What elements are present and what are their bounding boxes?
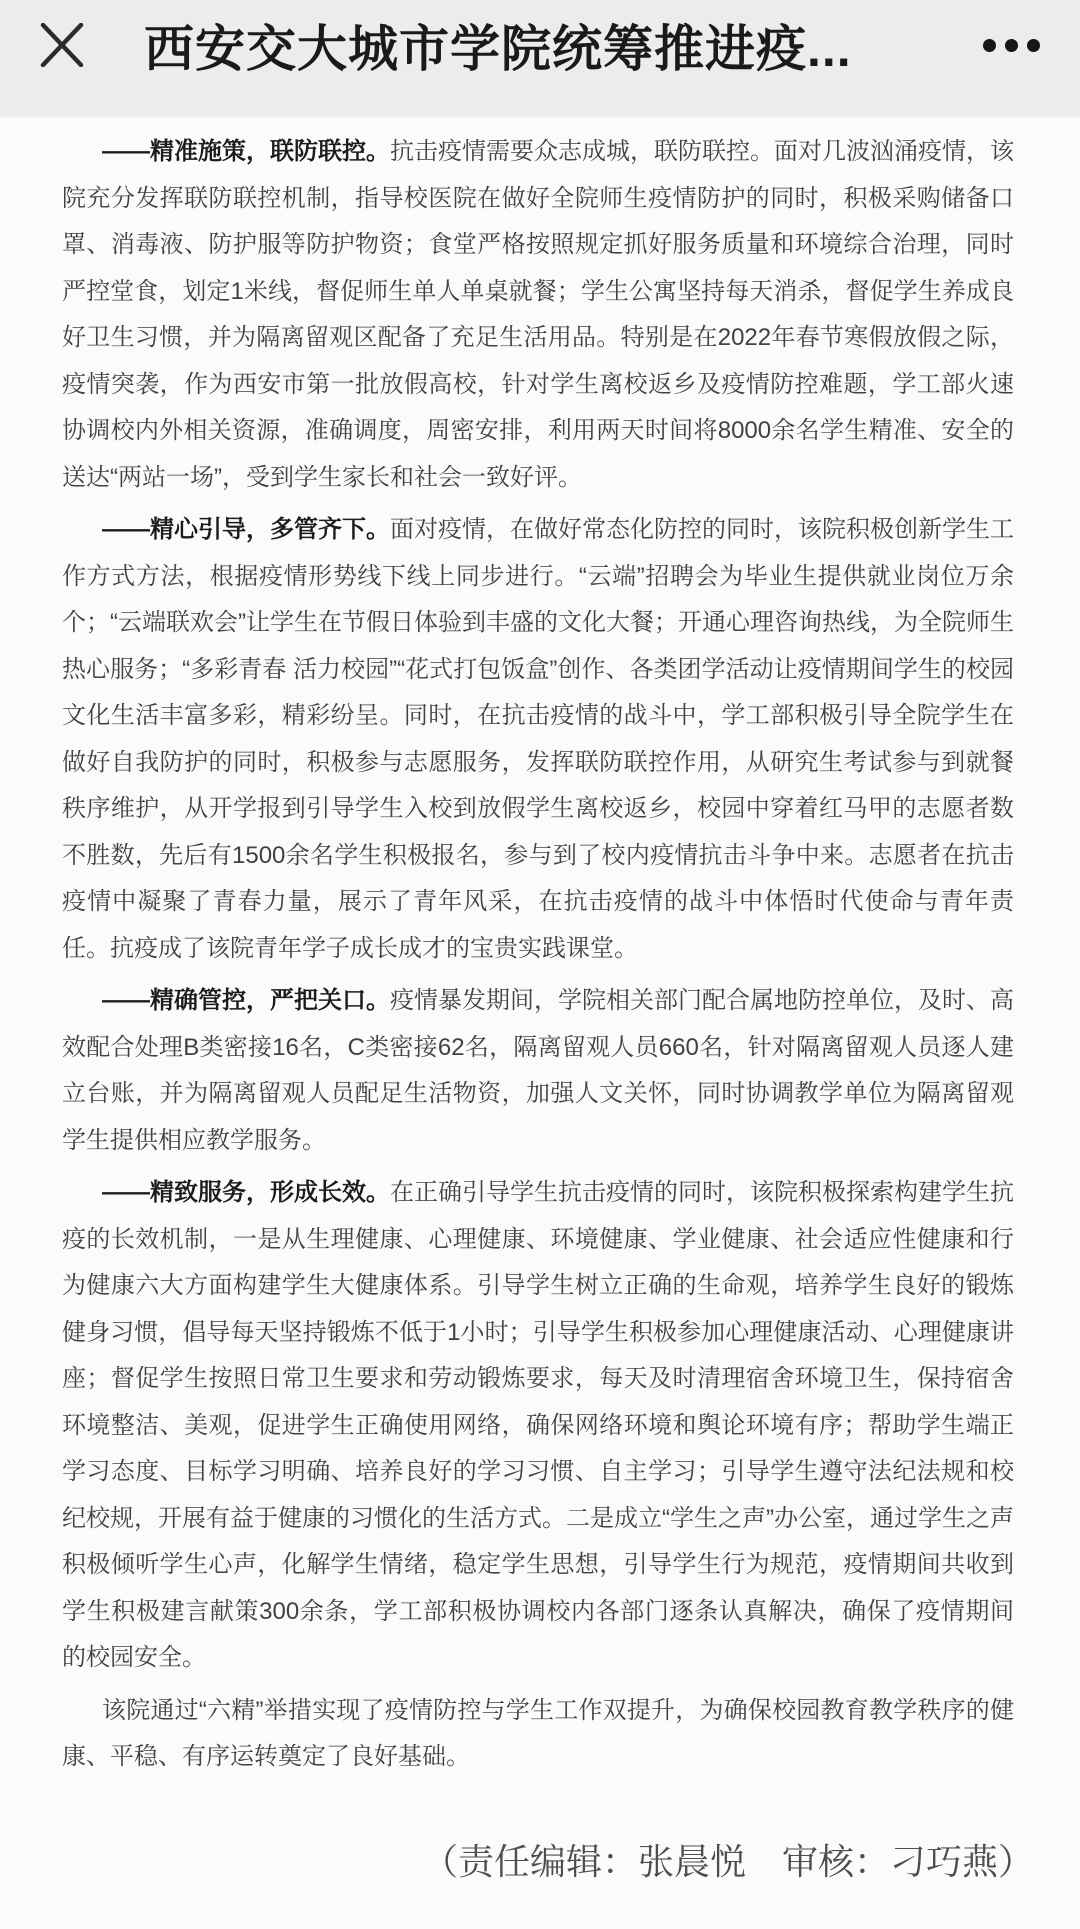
- page-title: 西安交大城市学院统筹推进疫...: [144, 21, 852, 77]
- paragraph-text: 面对疫情，在做好常态化防控的同时，该院积极创新学生工作方式方法，根据疫情形势线下线上同步进行。“云端”招聘会为毕业生提供就业岗位万余个；“云端联欢会”让学生在节假日体验到丰盛的文化大餐；开通心理咨询热线，为全院师生热心服务；“多彩青春 活力校园”“花式打包饭盒”创作、各类团学活动让疫情期间学生的校园文化生活丰富多彩，精彩纷呈。同时，在抗击疫情的战斗中，学工部积极引导全院学生在做好自我防护的同时，积极参与志愿服务，发挥联防联控作用，从研究生考试参与到就餐秩序维护，从开学报到引导学生入校到放假学生离校返乡，校园中穿着红马甲的志愿者数不胜数，先后有1500余名学生积极报名，参与到了校内疫情抗击斗争中来。志愿者在抗击疫情中凝聚了青春力量，展示了青年风采，在抗击疫情的战斗中体悟时代使命与青年责任。抗疫成了该院青年学子成长成才的宝贵实践课堂。: [62, 516, 1014, 962]
- paragraph-lead: ——精准施策，联防联控。: [102, 138, 390, 165]
- three-dots-icon: [983, 39, 1040, 52]
- more-menu-button[interactable]: [983, 29, 1040, 62]
- editor-credit: （责任编辑：张晨悦 审核：刁巧燕）: [421, 1840, 1034, 1882]
- article-paragraph: [62, 129, 1014, 501]
- paragraph-text: 该院通过“六精”举措实现了疫情防控与学生工作双提升，为确保校园教育教学秩序的健康、平稳、有序运转奠定了良好基础。: [62, 1696, 1014, 1770]
- paragraph-lead: ——精确管控，严把关口。: [102, 987, 390, 1014]
- close-button[interactable]: [40, 23, 84, 67]
- paragraph-text: 疫情暴发期间，学院相关部门配合属地防控单位，及时、高效配合处理B类密接16名，C类密接62名，隔离留观人员660名，针对隔离留观人员逐人建立台账，并为隔离留观人员配足生活物资，加强人文关怀，同时协调教学单位为隔离留观学生提供相应教学服务。: [62, 987, 1014, 1154]
- paragraph-text: 抗击疫情需要众志成城，联防联控。面对几波汹涌疫情，该院充分发挥联防联控机制，指导校医院在做好全院师生疫情防护的同时，积极采购储备口罩、消毒液、防护服等防护物资；食堂严格按照规定抓好服务质量和环境综合治理，同时严控堂食，划定1米线，督促师生单人单桌就餐；学生公寓坚持每天消杀，督促学生养成良好卫生习惯，并为隔离留观区配备了充足生活用品。特别是在2022年春节寒假放假之际，疫情突袭，作为西安市第一批放假高校，针对学生离校返乡及疫情防控难题，学工部火速协调校内外相关资源，准确调度，周密安排，利用两天时间将8000余名学生精准、安全的送达“两站一场”，受到学生家长和社会一致好评。: [62, 138, 1014, 491]
- article-paragraph: [62, 1170, 1014, 1682]
- article-paragraph: [62, 978, 1014, 1164]
- article-body: [0, 116, 1080, 1781]
- close-icon: [40, 23, 84, 67]
- titlebar: [0, 0, 1080, 116]
- paragraph-text: 在正确引导学生抗击疫情的同时，该院积极探索构建学生抗疫的长效机制，一是从生理健康、心理健康、环境健康、学业健康、社会适应性健康和行为健康六大方面构建学生大健康体系。引导学生树立正确的生命观，培养学生良好的锻炼健身习惯，倡导每天坚持锻炼不低于1小时；引导学生积极参加心理健康活动、心理健康讲座；督促学生按照日常卫生要求和劳动锻炼要求，每天及时清理宿舍环境卫生，保持宿舍环境整洁、美观，促进学生正确使用网络，确保网络环境和舆论环境有序；帮助学生端正学习态度、目标学习明确、培养良好的学习习惯、自主学习；引导学生遵守法纪法规和校纪校规，开展有益于健康的习惯化的生活方式。二是成立“学生之声”办公室，通过学生之声积极倾听学生心声，化解学生情绪，稳定学生思想，引导学生行为规范，疫情期间共收到学生积极建言献策300余条，学工部积极协调校内各部门逐条认真解决，确保了疫情期间的校园安全。: [62, 1179, 1014, 1671]
- paragraph-lead: ——精心引导，多管齐下。: [102, 516, 390, 543]
- paragraph-lead: ——精致服务，形成长效。: [102, 1179, 390, 1206]
- article-paragraph: [62, 1688, 1014, 1781]
- article-paragraph: [62, 507, 1014, 972]
